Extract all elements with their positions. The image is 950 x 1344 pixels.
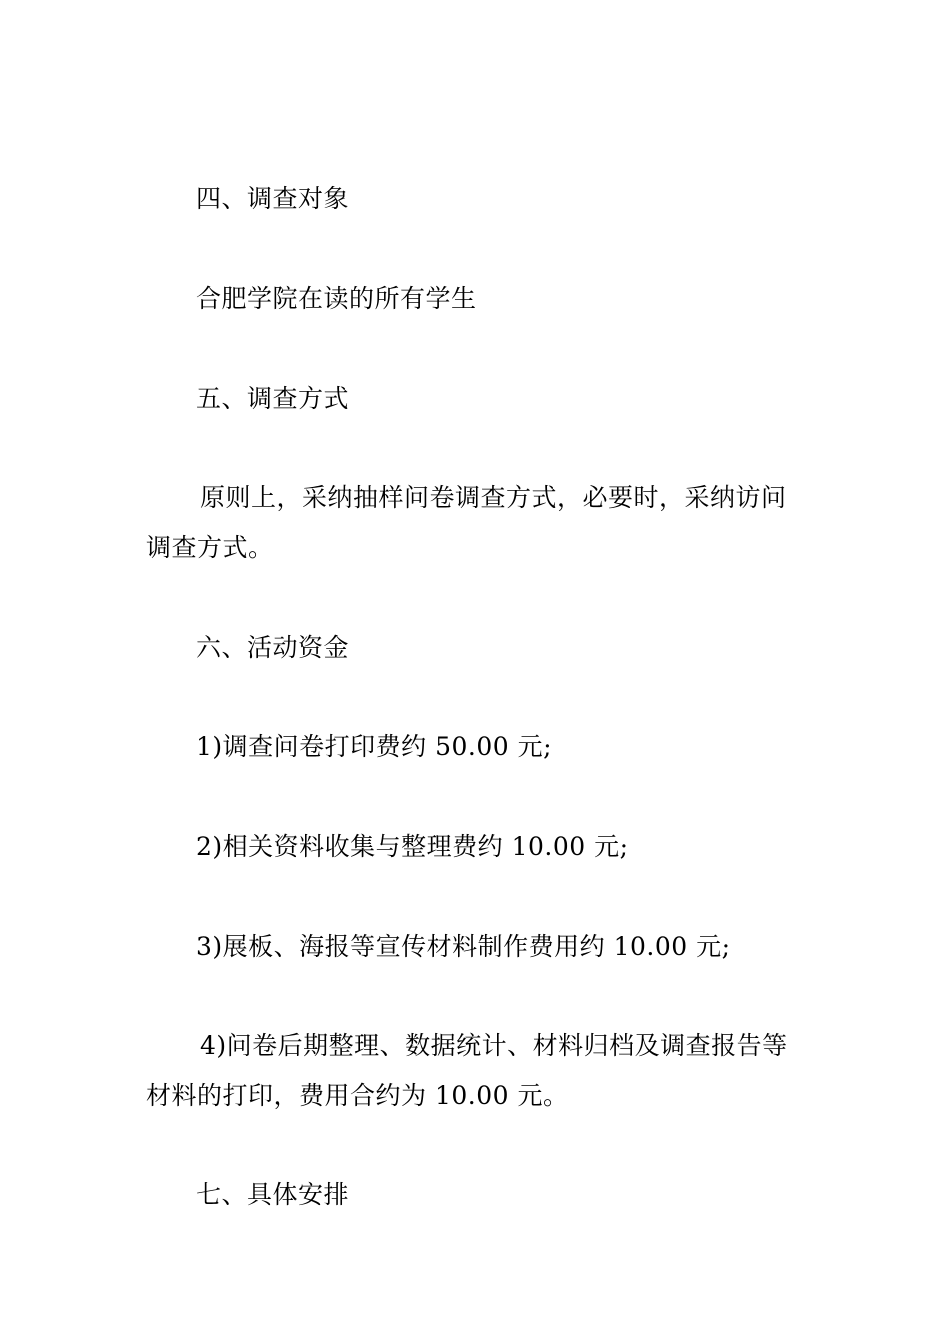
list-item-line-2: 材料的打印，费用合约为 10.00 元。 (146, 1081, 569, 1110)
section-heading-arrangement: 七、具体安排 (196, 1180, 350, 1209)
list-item: 2)相关资料收集与整理费约 10.00 元; (196, 832, 629, 861)
list-item: 3)展板、海报等宣传材料制作费用约 10.00 元; (196, 932, 731, 961)
paragraph-subjects: 合肥学院在读的所有学生 (196, 284, 477, 313)
list-item-line-1: 4)问卷后期整理、数据统计、材料归档及调查报告等 (200, 1031, 788, 1060)
paragraph-method-line-2: 调查方式。 (146, 533, 274, 562)
section-heading-method: 五、调查方式 (196, 384, 350, 413)
paragraph-method-line-1: 原则上，采纳抽样问卷调查方式，必要时，采纳访问 (200, 483, 787, 512)
section-heading-subjects: 四、调查对象 (196, 184, 350, 213)
section-heading-funds: 六、活动资金 (196, 633, 350, 662)
list-item: 1)调查问卷打印费约 50.00 元; (196, 732, 553, 761)
